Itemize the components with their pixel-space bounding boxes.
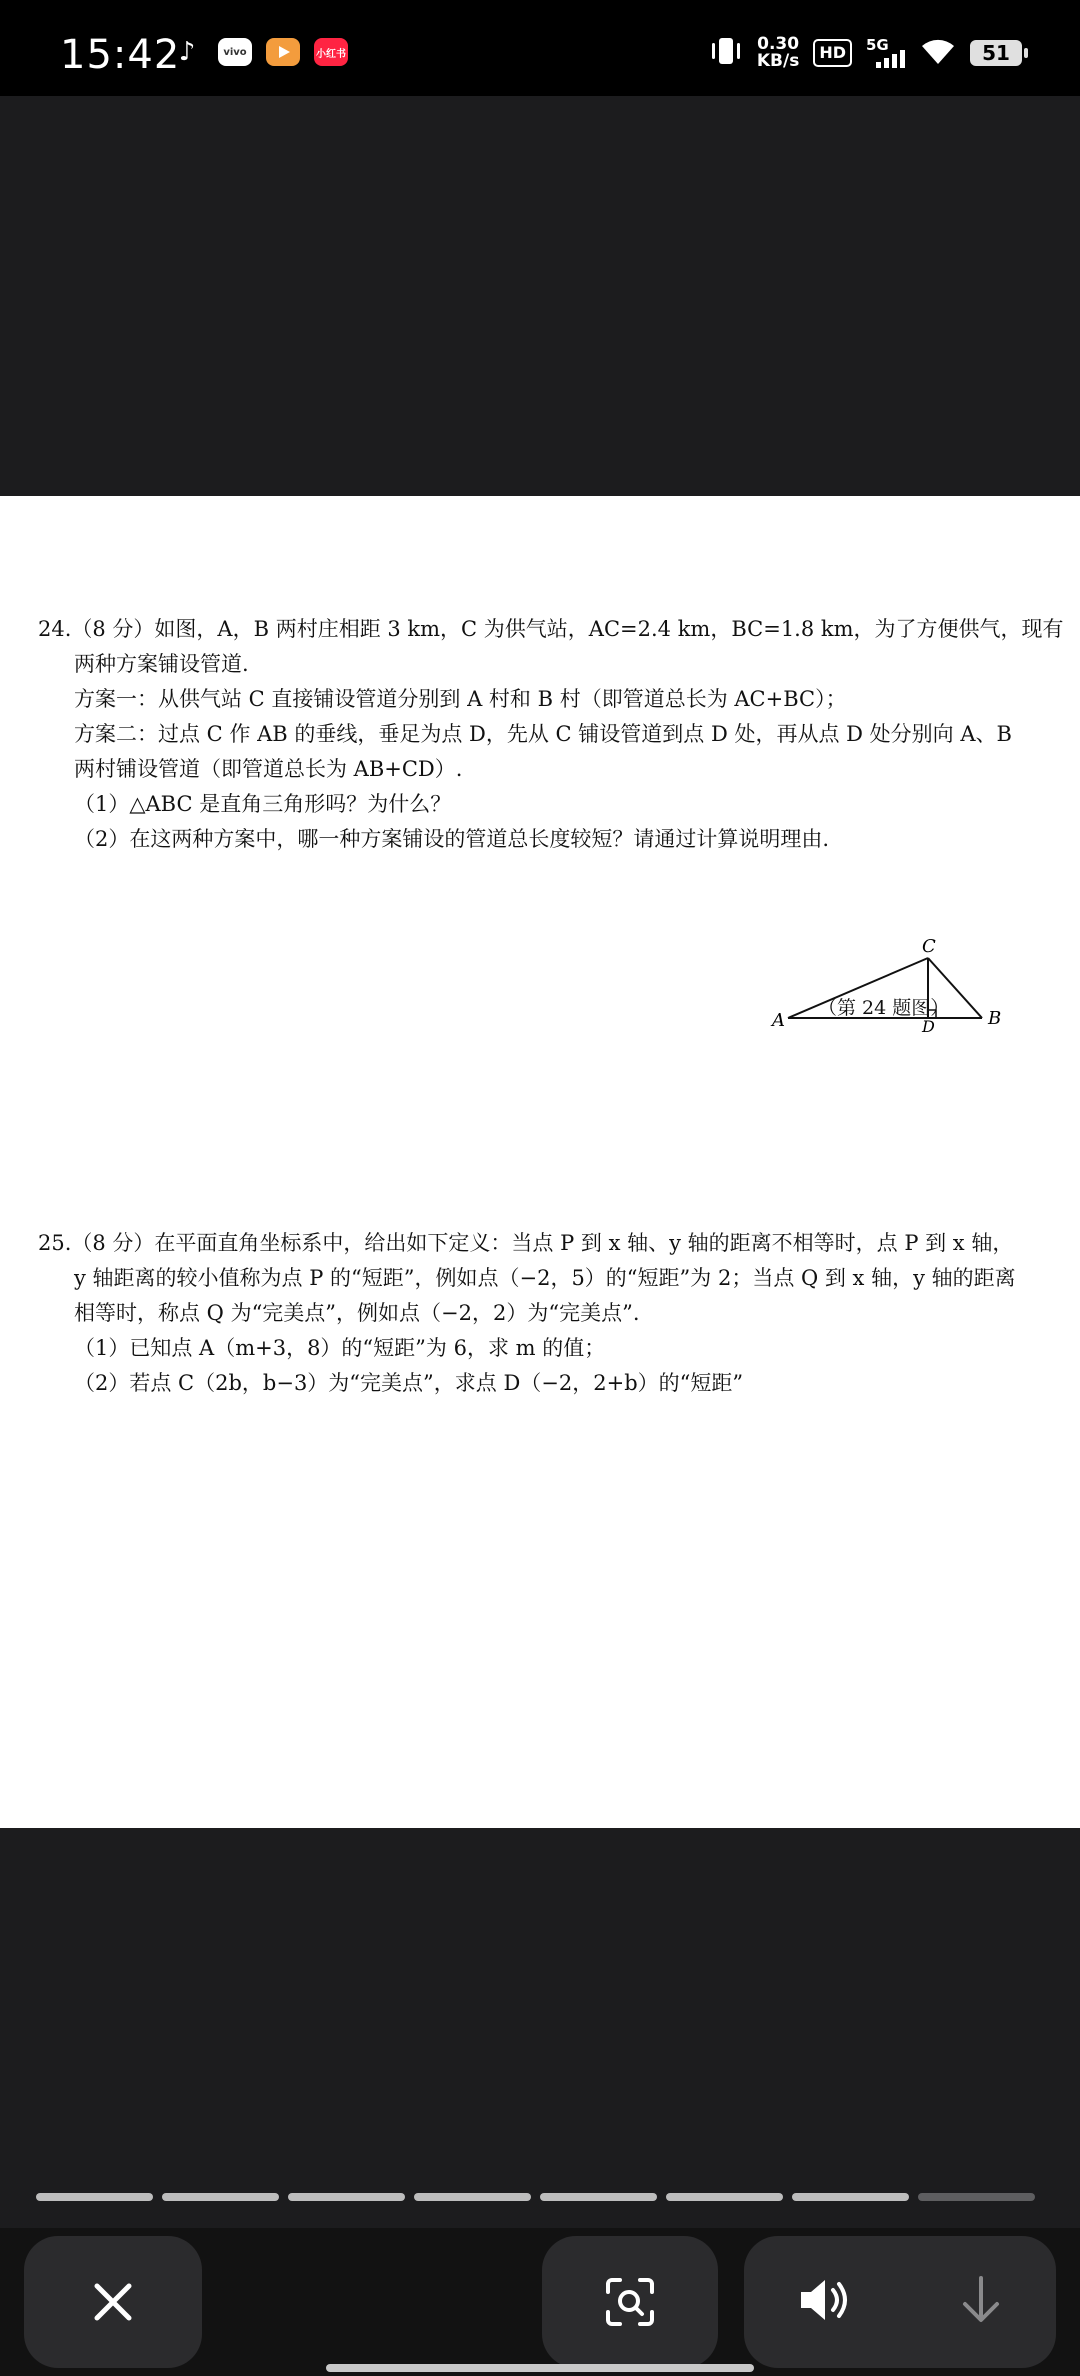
figure-caption: （第 24 题图） bbox=[818, 997, 950, 1019]
label-a: A bbox=[772, 1010, 785, 1031]
q24-line: （1）△ABC 是直角三角形吗？为什么？ bbox=[74, 792, 452, 816]
progress-segment[interactable] bbox=[288, 2193, 405, 2201]
status-bar bbox=[0, 0, 1080, 96]
label-c: C bbox=[922, 936, 936, 957]
close-icon bbox=[89, 2278, 137, 2326]
video-app-icon bbox=[266, 38, 300, 66]
q24-line: （2）在这两种方案中，哪一种方案铺设的管道总长度较短？请通过计算说明理由. bbox=[74, 827, 830, 851]
scan-search-icon bbox=[602, 2274, 658, 2330]
q24-line: 方案二：过点 C 作 AB 的垂线，垂足为点 D，先从 C 铺设管道到点 D 处，再从点 D 处分别向 A、B bbox=[74, 722, 1012, 746]
label-d: D bbox=[922, 1017, 935, 1036]
progress-segment[interactable] bbox=[918, 2193, 1035, 2201]
progress-segment[interactable] bbox=[36, 2193, 153, 2201]
document-page bbox=[0, 496, 1080, 1828]
tiktok-icon: ♪ bbox=[178, 37, 196, 67]
q25-line: y 轴距离的较小值称为点 P 的“短距”，例如点（−2，5）的“短距”为 2；当点 Q 到 x 轴，y 轴的距离 bbox=[74, 1266, 1016, 1290]
q25-line: （2）若点 C（2b，b−3）为“完美点”，求点 D（−2，2+b）的“短距” bbox=[74, 1371, 744, 1395]
bottom-toolbar bbox=[0, 2228, 1080, 2376]
vivo-icon: vivo bbox=[218, 38, 252, 66]
volume-icon bbox=[795, 2274, 855, 2326]
status-time: 15:42 bbox=[60, 32, 181, 78]
network-speed-unit: KB/s bbox=[756, 51, 800, 71]
battery-indicator: 51 bbox=[970, 40, 1022, 66]
q24-line: 24.（8 分）如图，A，B 两村庄相距 3 km，C 为供气站，AC=2.4 km，BC=1.8 km，为了方便供气，现有 bbox=[38, 617, 1064, 641]
progress-segment[interactable] bbox=[666, 2193, 783, 2201]
network-type: 5G bbox=[866, 36, 889, 54]
close-button[interactable] bbox=[24, 2236, 202, 2368]
question-24 bbox=[38, 612, 1064, 857]
vibrate-icon bbox=[709, 34, 743, 72]
download-icon bbox=[957, 2274, 1005, 2326]
status-indicators bbox=[709, 34, 1022, 72]
q25-line: （1）已知点 A（m+3，8）的“短距”为 6，求 m 的值； bbox=[74, 1336, 606, 1360]
question-25 bbox=[38, 1226, 1016, 1401]
download-button[interactable] bbox=[957, 2274, 1005, 2330]
progress-segment[interactable] bbox=[414, 2193, 531, 2201]
network-speed bbox=[757, 36, 799, 70]
q25-line: 相等时，称点 Q 为“完美点”，例如点（−2，2）为“完美点”. bbox=[74, 1301, 640, 1325]
page-progress bbox=[36, 2193, 1035, 2201]
q24-line: 两村铺设管道（即管道总长为 AB+CD）. bbox=[74, 757, 463, 781]
q24-line: 两种方案铺设管道. bbox=[74, 652, 249, 676]
network-speed-value: 0.30 bbox=[757, 34, 800, 54]
progress-segment[interactable] bbox=[162, 2193, 279, 2201]
xiaohongshu-icon: 小红书 bbox=[314, 38, 348, 66]
signal-5g-icon bbox=[866, 36, 906, 70]
image-search-button[interactable] bbox=[542, 2236, 718, 2368]
volume-button[interactable] bbox=[795, 2274, 855, 2330]
progress-segment[interactable] bbox=[540, 2193, 657, 2201]
hd-badge: HD bbox=[813, 39, 852, 67]
home-indicator[interactable] bbox=[326, 2364, 754, 2372]
wifi-icon bbox=[920, 36, 956, 70]
progress-segment[interactable] bbox=[792, 2193, 909, 2201]
q24-line: 方案一：从供气站 C 直接铺设管道分别到 A 村和 B 村（即管道总长为 AC+BC）； bbox=[74, 687, 847, 711]
notification-icons bbox=[170, 38, 348, 66]
q25-line: 25.（8 分）在平面直角坐标系中，给出如下定义：当点 P 到 x 轴、y 轴的距离不相等时，点 P 到 x 轴， bbox=[38, 1231, 1014, 1255]
label-b: B bbox=[988, 1008, 1002, 1029]
audio-download-group bbox=[744, 2236, 1056, 2368]
